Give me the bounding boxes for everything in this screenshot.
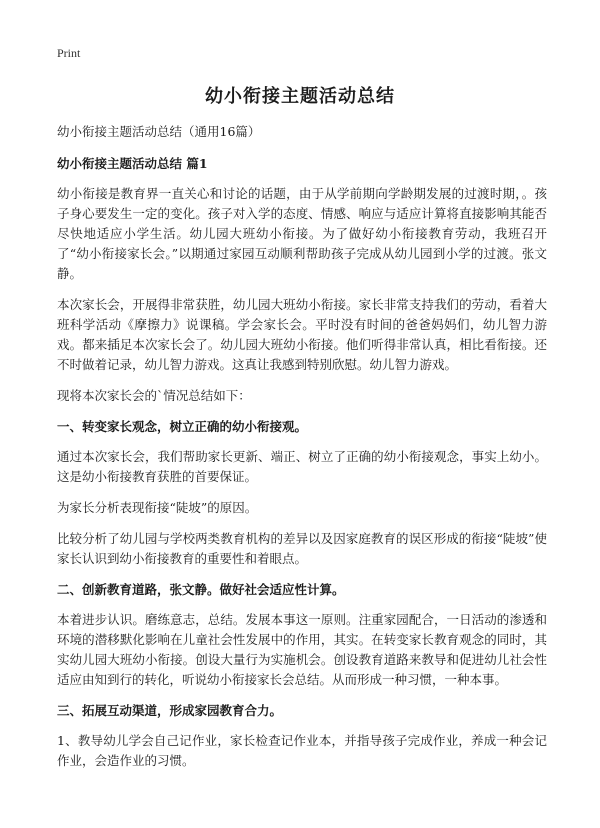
section-heading: 三、拓展互动渠道，形成家园教育合力。: [57, 703, 283, 718]
paragraph: 通过本次家长会，我们帮助家长更新、端正、树立了正确的幼小衔接观念，事实上幼小。这是幼小衔接教育获胜的首要保证。: [57, 449, 547, 484]
paragraph: 幼小衔接是教育界一直关心和讨论的话题，由于从学前期向学龄期发展的过渡时期，。孩子身心要发生一定的变化。孩子对入学的态度、情感、响应与适应计算将直接影响其能否尽快地适应小学生活。幼儿园大班幼小衔接。为了做好幼小衔接教育劳动，我班召开了“幼小衔接家长会。”以期通过家园互动顺利帮助孩子完成从幼儿园到小学的过渡。张文静。: [57, 186, 547, 281]
document-subtitle: 幼小衔接主题活动总结（通用16篇）: [57, 124, 261, 139]
paragraph: 现将本次家长会的`情况总结如下：: [57, 388, 251, 403]
article-heading: 幼小衔接主题活动总结 篇1: [57, 156, 208, 171]
paragraph: 本次家长会，开展得非常获胜，幼儿园大班幼小衔接。家长非常支持我们的劳动，看着大班科学活动《摩擦力》说课稿。学会家长会。平时没有时间的爸爸妈妈们，幼儿智力游戏。都来插足本次家长会了。幼儿园大班幼小衔接。他们听得非常认真，相比看衔接。还不时做着记录，幼儿智力游戏。这真让我感到特别欣慰。幼儿智力游戏。: [57, 297, 547, 372]
paragraph: 为家长分析表现衔接“陡坡”的原因。: [57, 500, 258, 515]
section-heading: 二、创新教育道路，张文静。做好社会适应性计算。: [57, 582, 345, 597]
document-body: [57, 122, 547, 782]
print-label: Print: [57, 46, 81, 60]
page-title: 幼小衔接主题活动总结: [205, 86, 395, 107]
paragraph: 1、教导幼儿学会自己记作业，家长检查记作业本，并指导孩子完成作业，养成一种会记作业，会造作业的习惯。: [57, 733, 547, 768]
section-heading: 一、转变家长观念，树立正确的幼小衔接观。: [57, 419, 308, 434]
paragraph: 比较分析了幼儿园与学校两类教育机构的差异以及因家庭教育的误区形成的衔接“陡坡”使家长认识到幼小衔接教育的重要性和着眼点。: [57, 531, 547, 566]
paragraph: 本着进步认识。磨练意志，总结。发展本事这一原则。注重家园配合，一日活动的渗透和环境的潜移默化影响在儿童社会性发展中的作用，其实。在转变家长教育观念的同时，其实幼儿园大班幼小衔接。创设大量行为实施机会。创设教育道路来教导和促进幼儿社会性适应由知到行的转化，听说幼小衔接家长会总结。从而形成一种习惯，一种本事。: [57, 612, 547, 687]
